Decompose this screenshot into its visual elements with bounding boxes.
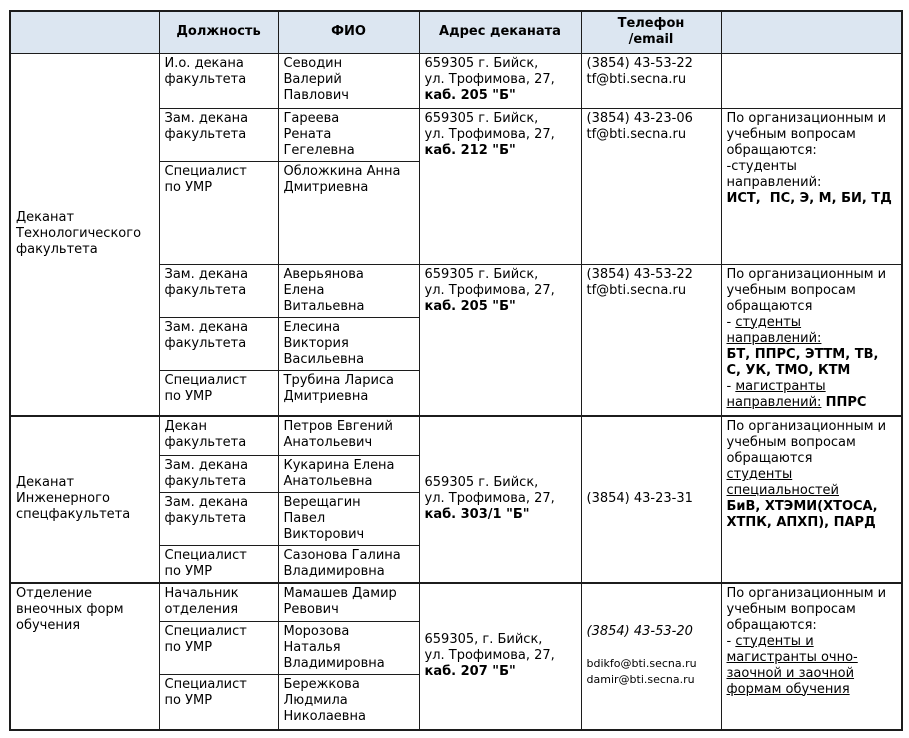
position-cell: Начальник отделения	[159, 583, 278, 622]
notes-cell: По организационным и учебным вопросам обращаются - студенты направлений: БТ, ППРС, ЭТТМ, ТВ, С, УК, ТМО, КТМ - магистранты направлений: ППРС	[721, 264, 902, 416]
phone-cell: (3854) 43-53-22 tf@bti.secna.ru	[581, 264, 721, 416]
table-row	[10, 53, 902, 108]
phone-cell: (3854) 43-23-06 tf@bti.secna.ru	[581, 108, 721, 264]
position-cell: Специалист по УМР	[159, 622, 278, 675]
address-cell: 659305 г. Бийск, ул. Трофимова, 27, каб. 212 "Б"	[419, 108, 581, 264]
column-header-phone-email: Телефон /email	[581, 11, 721, 53]
notes-cell: По организационным и учебным вопросам обращаются студенты специальностей БиВ, ХТЭМИ(ХТОСА, ХТПК, АПХП), ПАРД	[721, 416, 902, 583]
deans-contacts-table	[9, 10, 903, 731]
address-cell: 659305 г. Бийск, ул. Трофимова, 27, каб. 205 "Б"	[419, 53, 581, 108]
name-cell: Елесина Виктория Васильевна	[278, 317, 419, 370]
table-row	[10, 583, 902, 622]
phone-cell: (3854) 43-23-31	[581, 416, 721, 583]
name-cell: Обложкина Анна Дмитриевна	[278, 161, 419, 264]
table-row	[10, 416, 902, 455]
group-label-engineering-faculty: Деканат Инженерного спецфакультета	[10, 416, 159, 583]
name-cell: Петров Евгений Анатольевич	[278, 416, 419, 455]
address-cell: 659305, г. Бийск, ул. Трофимова, 27, каб. 207 "Б"	[419, 583, 581, 730]
name-cell: Трубина Лариса Дмитриевна	[278, 370, 419, 416]
address-cell: 659305 г. Бийск, ул. Трофимова, 27, каб. 205 "Б"	[419, 264, 581, 416]
phone-cell: (3854) 43-53-22 tf@bti.secna.ru	[581, 53, 721, 108]
position-cell: Зам. декана факультета	[159, 455, 278, 492]
name-cell: Бережкова Людмила Николаевна	[278, 675, 419, 730]
column-header-position: Должность	[159, 11, 278, 53]
position-cell: Специалист по УМР	[159, 545, 278, 583]
name-cell: Верещагин Павел Викторович	[278, 492, 419, 545]
name-cell: Севодин Валерий Павлович	[278, 53, 419, 108]
group-label-tech-faculty: Деканат Технологического факультета	[10, 53, 159, 416]
phone-cell: (3854) 43-53-20 bdikfo@bti.secna.ru damir@bti.secna.ru	[581, 583, 721, 730]
column-header-address: Адрес деканата	[419, 11, 581, 53]
position-cell: И.о. декана факультета	[159, 53, 278, 108]
position-cell: Специалист по УМР	[159, 161, 278, 264]
position-cell: Специалист по УМР	[159, 370, 278, 416]
position-cell: Специалист по УМР	[159, 675, 278, 730]
name-cell: Мамашев Дамир Ревович	[278, 583, 419, 622]
notes-cell: По организационным и учебным вопросам обращаются: -студенты направлений: ИСТ, ПС, Э, М, БИ, ТД	[721, 108, 902, 264]
name-cell: Кукарина Елена Анатольевна	[278, 455, 419, 492]
notes-cell-empty	[721, 53, 902, 108]
position-cell: Зам. декана факультета	[159, 492, 278, 545]
name-cell: Гареева Рената Гегелевна	[278, 108, 419, 161]
column-header-notes-empty	[721, 11, 902, 53]
notes-cell: По организационным и учебным вопросам обращаются: - студенты и магистранты очно- заочной и заочной формам обучения	[721, 583, 902, 730]
group-label-extramural-department: Отделение внеочных форм обучения	[10, 583, 159, 730]
column-header-name: ФИО	[278, 11, 419, 53]
position-cell: Декан факультета	[159, 416, 278, 455]
name-cell: Аверьянова Елена Витальевна	[278, 264, 419, 317]
column-header-group-empty	[10, 11, 159, 53]
header-row	[10, 11, 902, 53]
position-cell: Зам. декана факультета	[159, 108, 278, 161]
position-cell: Зам. декана факультета	[159, 317, 278, 370]
address-cell: 659305 г. Бийск, ул. Трофимова, 27, каб. 303/1 "Б"	[419, 416, 581, 583]
position-cell: Зам. декана факультета	[159, 264, 278, 317]
name-cell: Сазонова Галина Владимировна	[278, 545, 419, 583]
name-cell: Морозова Наталья Владимировна	[278, 622, 419, 675]
